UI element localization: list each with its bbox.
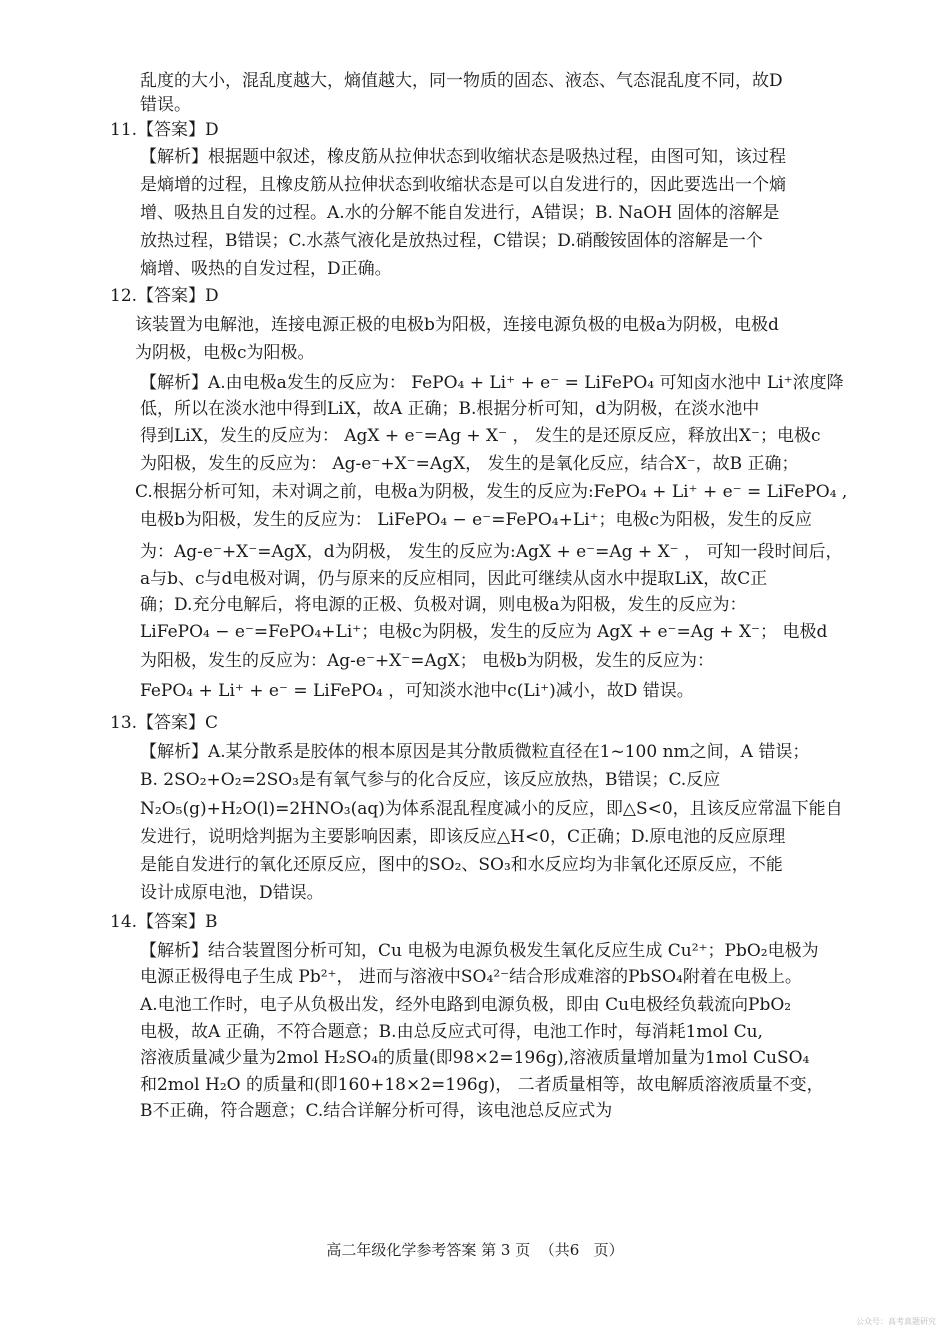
text-line: 为：Ag-e⁻+X⁻=AgX，d为阴极， 发生的反应为:AgX + e⁻=Ag + X⁻ ， 可知一段时间后，	[140, 542, 843, 562]
question-12-answer: 12.【答案】D	[110, 286, 219, 306]
text-line: 乱度的大小，混乱度越大，熵值越大，同一物质的固态、液态、气态混乱度不同，故D	[140, 71, 783, 91]
text-line: 熵增、吸热的自发过程，D正确。	[140, 259, 392, 279]
text-line: 得到LiX，发生的反应为： AgX + e⁻=Ag + X⁻ ， 发生的是还原反应，释放出X⁻；电极c	[140, 426, 821, 446]
page-footer: 高二年级化学参考答案 第 3 页 （共6 页）	[326, 1241, 624, 1259]
text-line: 为阴极，电极c为阳极。	[135, 343, 315, 363]
text-line: 电极b为阳极，发生的反应为： LiFePO₄ − e⁻=FePO₄+Li⁺；电极c为阳极，发生的反应	[140, 510, 813, 530]
text-line: 增、吸热且自发的过程。A.水的分解不能自发进行，A错误；B. NaOH 固体的溶解是	[140, 203, 780, 223]
question-11-answer: 11.【答案】D	[110, 120, 219, 140]
text-line: B. 2SO₂+O₂=2SO₃是有氧气参与的化合反应，该反应放热，B错误；C.反应	[140, 770, 721, 790]
text-line: a与b、c与d电极对调，仍与原来的反应相同，因此可继续从卤水中提取LiX，故C正	[140, 569, 768, 589]
text-line: 是能自发进行的氧化还原反应，图中的SO₂、SO₃和水反应均为非氧化还原反应，不能	[140, 855, 783, 875]
text-line: 【解析】结合装置图分析可知，Cu 电极为电源负极发生氧化反应生成 Cu²⁺；PbO₂电极为	[140, 941, 819, 961]
text-line: N₂O₅(g)+H₂O(l)=2HNO₃(aq)为体系混乱程度减小的反应，即△S<0，且该反应常温下能自	[140, 799, 843, 819]
text-line: 为阳极，发生的反应为：Ag-e⁻+X⁻=AgX； 电极b为阴极，发生的反应为：	[140, 651, 715, 671]
text-line: 【解析】根据题中叙述，橡皮筋从拉伸状态到收缩状态是吸热过程，由图可知，该过程	[140, 147, 786, 167]
text-line: 是熵增的过程，且橡皮筋从拉伸状态到收缩状态是可以自发进行的，因此要选出一个熵	[140, 175, 786, 195]
text-line: 【解析】A.某分散系是胶体的根本原因是其分散质微粒直径在1~100 nm之间，A 错误；	[140, 742, 810, 762]
text-line: 错误。	[140, 95, 191, 115]
text-line: 电极，故A 正确，不符合题意；B.由总反应式可得，电池工作时，每消耗1mol Cu,	[140, 1022, 763, 1042]
text-line: 放热过程，B错误；C.水蒸气液化是放热过程，C错误；D.硝酸铵固体的溶解是一个	[140, 231, 763, 251]
question-14-answer: 14.【答案】B	[110, 912, 218, 932]
text-line: LiFePO₄ − e⁻=FePO₄+Li⁺；电极c为阴极，发生的反应为 AgX + e⁻=Ag + X⁻； 电极d	[140, 622, 828, 642]
text-line: 低，所以在淡水池中得到LiX，故A 正确；B.根据分析可知，d为阴极，在淡水池中	[140, 399, 760, 419]
text-line: 发进行，说明焓判据为主要影响因素，即该反应△H<0，C正确；D.原电池的反应原理	[140, 827, 786, 847]
text-line: 确；D.充分电解后，将电源的正极、负极对调，则电极a为阳极，发生的反应为：	[140, 595, 747, 615]
watermark: 公众号：高考真题研究	[856, 1317, 936, 1326]
text-line: 溶液质量减少量为2mol H₂SO₄的质量(即98×2=196g),溶液质量增加量为1mol CuSO₄	[140, 1048, 810, 1068]
text-line: 该装置为电解池，连接电源正极的电极b为阳极，连接电源负极的电极a为阴极，电极d	[135, 315, 779, 335]
text-line: B不正确，符合题意；C.结合详解分析可得，该电池总反应式为	[140, 1101, 613, 1121]
text-line: C.根据分析可知，未对调之前，电极a为阴极，发生的反应为:FePO₄ + Li⁺ + e⁻ = LiFePO₄ ,	[135, 482, 848, 502]
text-line: FePO₄ + Li⁺ + e⁻ = LiFePO₄ ，可知淡水池中c(Li⁺)减小，故D 错误。	[140, 681, 694, 701]
text-line: 和2mol H₂O 的质量和(即160+18×2=196g)， 二者质量相等，故电解质溶液质量不变，	[140, 1075, 824, 1095]
text-line: 【解析】A.由电极a发生的反应为： FePO₄ + Li⁺ + e⁻ = LiFePO₄ 可知卤水池中 Li⁺浓度降	[140, 373, 844, 393]
text-line: 为阳极，发生的反应为： Ag-e⁻+X⁻=AgX， 发生的是氧化反应，结合X⁻，故B 正确；	[140, 454, 799, 474]
question-13-answer: 13.【答案】C	[110, 713, 219, 733]
text-line: A.电池工作时，电子从负极出发，经外电路到电源负极，即由 Cu电极经负载流向PbO₂	[140, 995, 792, 1015]
text-line: 设计成原电池，D错误。	[140, 883, 324, 903]
text-line: 电源正极得电子生成 Pb²⁺， 进而与溶液中SO₄²⁻结合形成难溶的PbSO₄附着在电极上。	[140, 967, 802, 987]
